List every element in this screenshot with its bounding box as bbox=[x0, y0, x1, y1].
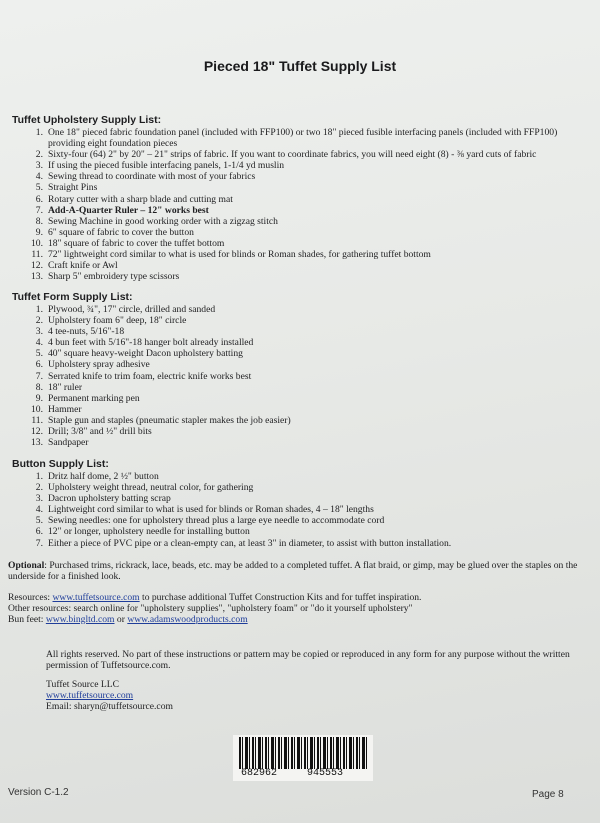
list-item: 13. Sandpaper bbox=[31, 437, 89, 449]
form-section bbox=[12, 291, 582, 448]
list-item: 8. 18" ruler bbox=[35, 381, 83, 393]
list-item: 11. Staple gun and staples (pneumatic stapler makes the job easier) bbox=[31, 414, 291, 426]
button-section bbox=[12, 458, 582, 549]
resources-line: Resources: www.tuffetsource.com to purchase additional Tuffet Construction Kits and for tuffet inspiration. bbox=[8, 592, 422, 603]
form-heading: Tuffet Form Supply List: bbox=[12, 291, 133, 303]
bun-feet-line: Bun feet: www.bingltd.com or www.adamswoodproducts.com bbox=[8, 614, 248, 625]
optional-note bbox=[8, 560, 584, 582]
list-item: 4. Lightweight cord similar to what is used for blinds or Roman shades, 4 – 18" lengths bbox=[35, 504, 374, 516]
list-item: 3. If using the pieced fusible interfacing panels, 1-1/4 yd muslin bbox=[35, 160, 285, 172]
list-item: 5. Straight Pins bbox=[35, 182, 98, 194]
list-item: 8. Sewing Machine in good working order with a zigzag stitch bbox=[35, 215, 278, 227]
list-item: 11. 72" lightweight cord similar to what is used for blinds or Roman shades, for gathering tuffet bottom bbox=[31, 249, 431, 261]
list-item: 4. Sewing thread to coordinate with most of your fabrics bbox=[35, 171, 256, 183]
barcode-left-digits: 682962 bbox=[241, 768, 278, 779]
list-item: 4. 4 bun feet with 5/16"-18 hanger bolt already installed bbox=[35, 337, 254, 349]
tuffetsource-link[interactable]: www.tuffetsource.com bbox=[52, 592, 140, 603]
company-email[interactable]: sharyn@tuffetsource.com bbox=[73, 701, 173, 712]
page-number: Page 8 bbox=[532, 789, 564, 800]
list-item: 3. Dacron upholstery batting scrap bbox=[35, 493, 171, 505]
optional-label: Optional bbox=[8, 560, 45, 571]
list-item: 1. Dritz half dome, 2 ½" button bbox=[35, 471, 159, 482]
page-title: Pieced 18" Tuffet Supply List bbox=[203, 58, 397, 74]
company-email-line: Email: sharyn@tuffetsource.com bbox=[46, 701, 173, 712]
list-item: 2. Upholstery weight thread, neutral color, for gathering bbox=[35, 482, 254, 494]
list-item: 5. 40" square heavy-weight Dacon upholstery batting bbox=[35, 348, 243, 360]
list-item: 6. Upholstery spray adhesive bbox=[35, 359, 150, 371]
barcode-bars bbox=[239, 737, 367, 769]
list-item: 7. Either a piece of PVC pipe or a clean-empty can, at least 3" in diameter, to assist with button installation. bbox=[35, 537, 452, 549]
resources-block bbox=[8, 592, 584, 625]
list-item: 6. 12" or longer, upholstery needle for installing button bbox=[35, 526, 250, 538]
rights-notice: All rights reserved. No part of these instructions or pattern may be copied or reproduced in any form for any purpose without the written permission of Tuffetsource.com. bbox=[46, 649, 570, 671]
company-block bbox=[46, 679, 173, 712]
list-item: 12. Drill; 3/8" and ½" drill bits bbox=[31, 426, 152, 438]
upholstery-section bbox=[12, 114, 582, 282]
list-item: 10. 18" square of fabric to cover the tuffet bottom bbox=[31, 237, 225, 249]
list-item: 9. 6" square of fabric to cover the button bbox=[35, 226, 194, 238]
list-item: 7. Add-A-Quarter Ruler – 12" works best bbox=[35, 204, 209, 216]
list-item: 3. 4 tee-nuts, 5/16"-18 bbox=[35, 326, 125, 338]
list-item: 7. Serrated knife to trim foam, electric knife works best bbox=[35, 370, 252, 382]
upholstery-heading: Tuffet Upholstery Supply List: bbox=[12, 114, 162, 126]
version-label: Version C-1.2 bbox=[8, 787, 69, 798]
bingltd-link[interactable]: www.bingltd.com bbox=[45, 614, 115, 625]
company-website-link[interactable]: www.tuffetsource.com bbox=[46, 690, 134, 701]
other-resources-line: Other resources: search online for "upholstery supplies", "upholstery foam" or "do it yourself upholstery" bbox=[8, 603, 413, 614]
list-item: 1. Plywood, ¾", 17" circle, drilled and sanded bbox=[35, 304, 216, 315]
list-item: 12. Craft knife or Awl bbox=[31, 260, 118, 272]
barcode-right-digits: 945553 bbox=[307, 768, 344, 779]
button-heading: Button Supply List: bbox=[12, 458, 109, 470]
barcode bbox=[233, 735, 373, 781]
list-item: 13. Sharp 5" embroidery type scissors bbox=[31, 271, 180, 283]
company-name: Tuffet Source LLC bbox=[46, 679, 120, 690]
optional-text: : Purchased trims, rickrack, lace, beads, etc. may be added to a completed tuffet. A flat braid, or gimp, may be glued over the staples on the underside for a finished look. bbox=[8, 560, 578, 582]
list-item: 6. Rotary cutter with a sharp blade and cutting mat bbox=[35, 193, 233, 205]
list-item: 2. Upholstery foam 6" deep, 18" circle bbox=[35, 315, 187, 327]
list-item: 5. Sewing needles: one for upholstery thread plus a large eye needle to accommodate cord bbox=[35, 515, 385, 527]
adamswood-link[interactable]: www.adamswoodproducts.com bbox=[127, 614, 248, 625]
list-item: 1. One 18" pieced fabric foundation panel (included with FFP100) or two 18" pieced fusible interfacing panels (included with FFP100) providing eight foundation pieces bbox=[35, 127, 558, 150]
list-item: 2. Sixty-four (64) 2" by 20" – 21" strips of fabric. If you want to coordinate fabrics, you will need eight (8) - ⅜ yard cuts of fabric bbox=[35, 149, 537, 161]
list-item: 10. Hammer bbox=[31, 403, 82, 415]
list-item: 9. Permanent marking pen bbox=[35, 392, 140, 404]
